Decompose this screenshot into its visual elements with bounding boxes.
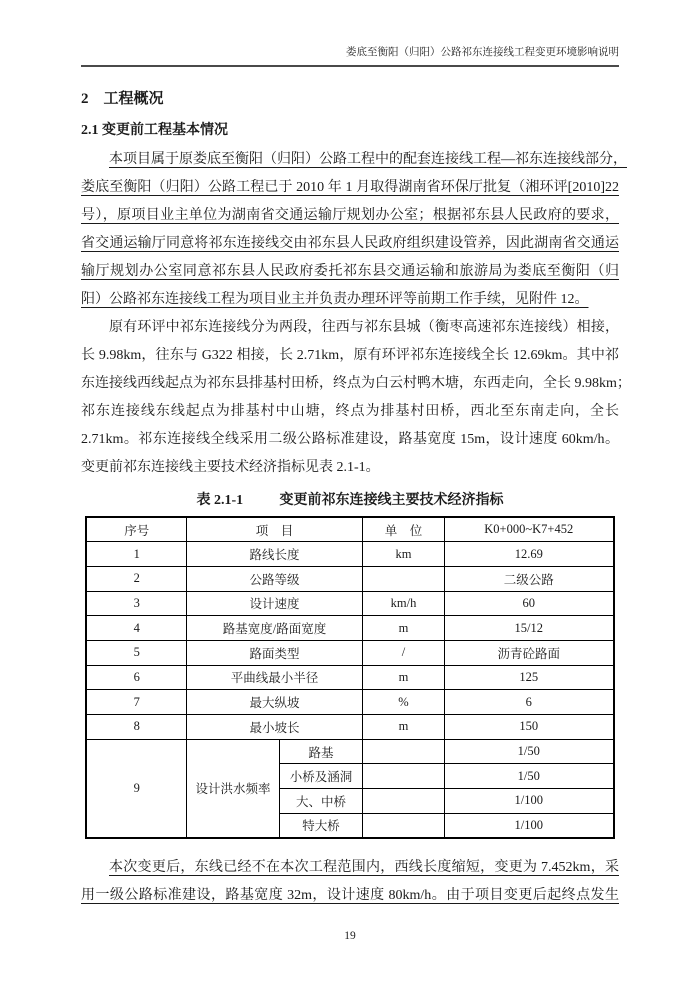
cell-value: 1/100	[445, 789, 614, 814]
cell-value: 二级公路	[445, 566, 614, 591]
para-line-text: 本次变更后，东线已经不在本次工程范围内，西线长度缩短，变更为 7.452km，采	[109, 859, 619, 875]
cell-unit: km	[363, 542, 445, 567]
para-line	[81, 882, 619, 910]
table-row	[86, 591, 613, 616]
para-line	[81, 202, 619, 230]
table-row	[86, 542, 613, 567]
paragraph-2	[81, 314, 631, 482]
cell-no: 8	[86, 715, 186, 740]
cell-item: 路面类型	[186, 640, 362, 665]
cell-subitem: 特大桥	[279, 813, 362, 838]
para-line-text: 原有环评中祁东连接线分为两段，往西与祁东县城（衡枣高速祁东连接线）相接，	[109, 320, 619, 335]
cell-value: 125	[445, 665, 614, 690]
cell-unit	[363, 813, 445, 838]
cell-value: 12.69	[445, 542, 614, 567]
subsection-heading: 2.1 变更前工程基本情况	[81, 123, 228, 138]
section-heading: 2 工程概况	[81, 91, 164, 107]
spec-table	[85, 516, 614, 839]
cell-value: 沥青砼路面	[445, 640, 614, 665]
paragraph-1	[81, 146, 627, 314]
table-row	[86, 640, 613, 665]
cell-no: 1	[86, 542, 186, 567]
cell-unit: /	[363, 640, 445, 665]
header-cell-no: 序号	[86, 517, 186, 542]
cell-item: 设计洪水频率	[186, 739, 279, 838]
para-line	[81, 426, 619, 454]
table-row	[86, 715, 613, 740]
page-header	[81, 0, 619, 67]
cell-item: 最大纵坡	[186, 690, 362, 715]
cell-unit: %	[363, 690, 445, 715]
cell-unit: m	[363, 715, 445, 740]
cell-value: 1/50	[445, 739, 614, 764]
cell-unit: m	[363, 616, 445, 641]
cell-unit	[363, 789, 445, 814]
page-number: 19	[344, 930, 356, 942]
cell-unit: m	[363, 665, 445, 690]
cell-item: 路线长度	[186, 542, 362, 567]
cell-item: 公路等级	[186, 566, 362, 591]
table-caption-text: 变更前祁东连接线主要技术经济指标	[279, 493, 504, 508]
cell-value: 6	[445, 690, 614, 715]
paragraph-3	[81, 854, 619, 910]
para-line-text: 东连接线西线起点为祁东县排基村田桥，终点为白云村鸭木塘，东西走向，全长 9.98km；	[81, 376, 631, 391]
cell-value: 150	[445, 715, 614, 740]
para-line-text: 用一级公路标准建设，路基宽度 32m，设计速度 80km/h。由于项目变更后起终点发生	[81, 887, 619, 903]
table-row	[86, 739, 613, 764]
para-line	[81, 230, 619, 258]
cell-value: 1/100	[445, 813, 614, 838]
para-line	[81, 854, 619, 882]
para-line	[81, 342, 619, 370]
para-line-text: 长 9.98km，往东与 G322 相接，长 2.71km，原有环评祁东连接线全长 12.69km。其中祁	[81, 348, 619, 363]
para-line-text: 祁东连接线东线起点为排基村中山塘，终点为排基村田桥，西北至东南走向，全长	[81, 404, 619, 419]
cell-item: 设计速度	[186, 591, 362, 616]
cell-value: 15/12	[445, 616, 614, 641]
para-line	[81, 286, 619, 314]
table-row	[86, 665, 613, 690]
para-line	[81, 454, 619, 482]
cell-unit	[363, 566, 445, 591]
para-line-text: 变更前祁东连接线主要技术经济指标见表 2.1-1。	[81, 460, 380, 475]
para-line	[81, 258, 619, 286]
table-header-row	[86, 517, 613, 542]
para-line-text: 娄底至衡阳（归阳）公路工程已于 2010 年 1 月取得湖南省环保厅批复（湘环评[2010]22	[81, 180, 619, 195]
cell-unit: km/h	[363, 591, 445, 616]
table-caption-label: 表 2.1-1	[196, 493, 244, 508]
para-line	[81, 146, 627, 174]
para-line-text: 2.71km。祁东连接线全线采用二级公路标准建设，路基宽度 15m，设计速度 60km/h。	[81, 432, 619, 447]
cell-no: 4	[86, 616, 186, 641]
para-line-text: 号），原项目业主单位为湖南省交通运输厅规划办公室；根据祁东县人民政府的要求，	[81, 208, 619, 223]
cell-subitem: 路基	[279, 739, 362, 764]
cell-no: 7	[86, 690, 186, 715]
cell-unit	[363, 739, 445, 764]
header-title: 娄底至衡阳（归阳）公路祁东连接线工程变更环境影响说明	[346, 47, 619, 58]
table-row	[86, 690, 613, 715]
table-row	[86, 616, 613, 641]
header-cell-item: 项 目	[186, 517, 362, 542]
para-line	[81, 398, 619, 426]
cell-item: 路基宽度/路面宽度	[186, 616, 362, 641]
para-line	[81, 174, 619, 202]
cell-subitem: 大、中桥	[279, 789, 362, 814]
cell-value: 1/50	[445, 764, 614, 789]
cell-no: 2	[86, 566, 186, 591]
cell-item: 最小坡长	[186, 715, 362, 740]
para-line-text: 阳）公路祁东连接线工程为项目业主并负责办理环评等前期工作手续，见附件 12。	[81, 292, 589, 307]
cell-value: 60	[445, 591, 614, 616]
cell-unit	[363, 764, 445, 789]
table-row	[86, 566, 613, 591]
para-line-text: 本项目属于原娄底至衡阳（归阳）公路工程中的配套连接线工程—祁东连接线部分，	[109, 152, 627, 167]
para-line	[81, 370, 631, 398]
para-line	[81, 314, 619, 342]
cell-no: 3	[86, 591, 186, 616]
para-line-text: 省交通运输厅同意将祁东连接线交由祁东县人民政府组织建设管养，因此湖南省交通运	[81, 236, 619, 251]
cell-no: 5	[86, 640, 186, 665]
header-cell-unit: 单 位	[363, 517, 445, 542]
table-caption	[81, 488, 619, 514]
cell-no: 9	[86, 739, 186, 838]
header-cell-section: K0+000~K7+452	[445, 517, 614, 542]
cell-subitem: 小桥及涵洞	[279, 764, 362, 789]
cell-item: 平曲线最小半径	[186, 665, 362, 690]
para-line-text: 输厅规划办公室同意祁东县人民政府委托祁东县交通运输和旅游局为娄底至衡阳（归	[81, 264, 619, 279]
cell-no: 6	[86, 665, 186, 690]
